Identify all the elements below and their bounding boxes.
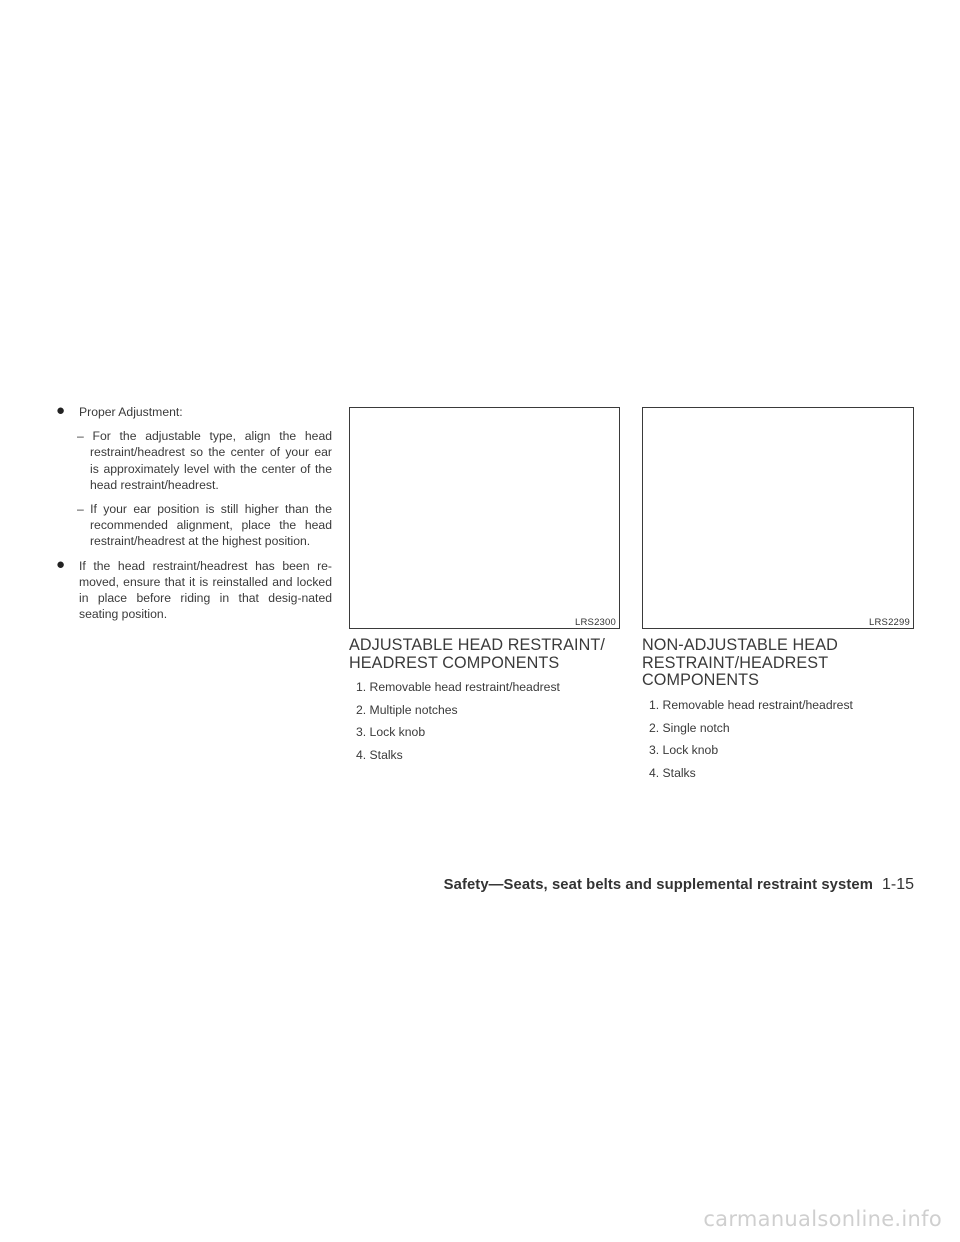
bullet-text: If the head restraint/headrest has been re-moved, ensure that it is reinstalled and locked in place before riding in that desig-nated seating position. — [79, 558, 332, 622]
list-item: 1. Removable head restraint/headrest — [649, 698, 853, 712]
bullet-item — [56, 404, 332, 420]
dash-item: – For the adjustable type, align the head restraint/headrest so the center of your ear is approximately level with the center of the head restraint/headrest. — [77, 429, 332, 492]
section-heading-adjustable: ADJUSTABLE HEAD RESTRAINT/ HEADREST COMPONENTS — [349, 636, 605, 672]
figure-code: LRS2299 — [868, 617, 910, 628]
figure-non-adjustable-headrest — [642, 407, 914, 629]
figure-adjustable-headrest — [349, 407, 620, 629]
section-heading-non-adjustable: NON-ADJUSTABLE HEAD RESTRAINT/HEADREST COMPONENTS — [642, 636, 838, 689]
footer-title: Safety—Seats, seat belts and supplemental restraint system — [443, 877, 873, 893]
page-footer — [420, 876, 914, 894]
list-item: 1. Removable head restraint/headrest — [356, 680, 560, 694]
bullet-icon: ● — [56, 555, 66, 573]
list-item: 2. Single notch — [649, 720, 730, 735]
list-item: 4. Stalks — [649, 765, 696, 780]
figure-code: LRS2300 — [574, 617, 616, 628]
list-item: 4. Stalks — [356, 747, 403, 762]
components-list-adjustable — [356, 679, 560, 769]
watermark: carmanualsonline.info — [703, 1207, 942, 1231]
dash-item: – If your ear position is still higher than the recommended alignment, place the head restraint/headrest at the highest position. — [77, 502, 332, 549]
page-number: 1-15 — [881, 876, 914, 893]
list-item: 3. Lock knob — [649, 743, 719, 757]
left-text-column — [56, 404, 332, 630]
list-item: 2. Multiple notches — [356, 702, 458, 717]
bullet-icon: ● — [56, 402, 66, 419]
list-item: 3. Lock knob — [356, 725, 426, 739]
components-list-non-adjustable — [649, 697, 853, 787]
bullet-item — [56, 555, 332, 623]
bullet-text: Proper Adjustment: — [79, 405, 183, 419]
